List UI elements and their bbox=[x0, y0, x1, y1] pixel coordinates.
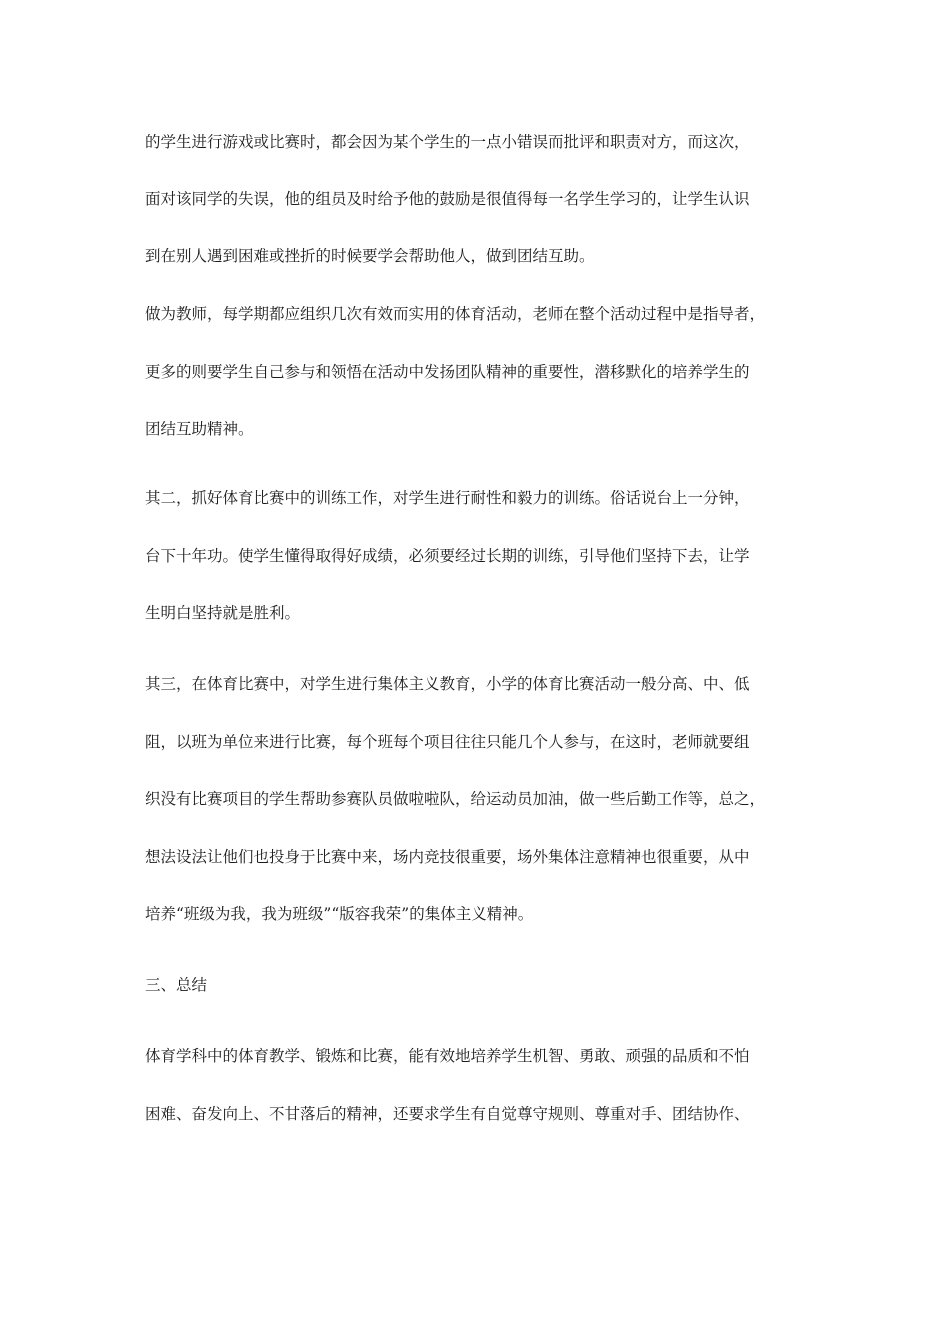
text-line: 阻，以班为单位来进行比赛，每个班每个项目往往只能几个人参与，在这时，老师就要组 bbox=[145, 733, 750, 751]
text-line: 其二，抓好体育比赛中的训练工作，对学生进行耐性和毅力的训练。俗话说台上一分钟， bbox=[145, 489, 750, 507]
text-line: 面对该同学的失误，他的组员及时给予他的鼓励是很值得每一名学生学习的，让学生认识 bbox=[145, 190, 750, 208]
text-line: 想法设法让他们也投身于比赛中来，场内竞技很重要，场外集体注意精神也很重要，从中 bbox=[145, 848, 750, 866]
text-line: 生明白坚持就是胜利。 bbox=[145, 604, 301, 622]
text-line: 到在别人遇到困难或挫折的时候要学会帮助他人，做到团结互助。 bbox=[145, 247, 595, 265]
text-line: 团结互助精神。 bbox=[145, 420, 254, 438]
text-line: 更多的则要学生自己参与和领悟在活动中发扬团队精神的重要性，潜移默化的培养学生的 bbox=[145, 363, 750, 381]
section-heading: 三、总结 bbox=[145, 976, 208, 994]
text-line: 体育学科中的体育教学、锻炼和比赛，能有效地培养学生机智、勇敢、顽强的品质和不怕 bbox=[145, 1047, 750, 1065]
text-line: 其三，在体育比赛中，对学生进行集体主义教育，小学的体育比赛活动一般分高、中、低 bbox=[145, 675, 750, 693]
text-line: 台下十年功。使学生懂得取得好成绩，必须要经过长期的训练，引导他们坚持下去，让学 bbox=[145, 547, 750, 565]
text-line: 织没有比赛项目的学生帮助参赛队员做啦啦队，给运动员加油，做一些后勤工作等，总之， bbox=[145, 790, 766, 808]
text-line: 的学生进行游戏或比赛时，都会因为某个学生的一点小错误而批评和职责对方，而这次， bbox=[145, 133, 750, 151]
text-line: 困难、奋发向上、不甘落后的精神，还要求学生有自觉尊守规则、尊重对手、团结协作、 bbox=[145, 1105, 750, 1123]
text-line: 培养“班级为我，我为班级”“版容我荣”的集体主义精神。 bbox=[145, 905, 534, 923]
text-line: 做为教师，每学期都应组织几次有效而实用的体育活动，老师在整个活动过程中是指导者， bbox=[145, 305, 766, 323]
